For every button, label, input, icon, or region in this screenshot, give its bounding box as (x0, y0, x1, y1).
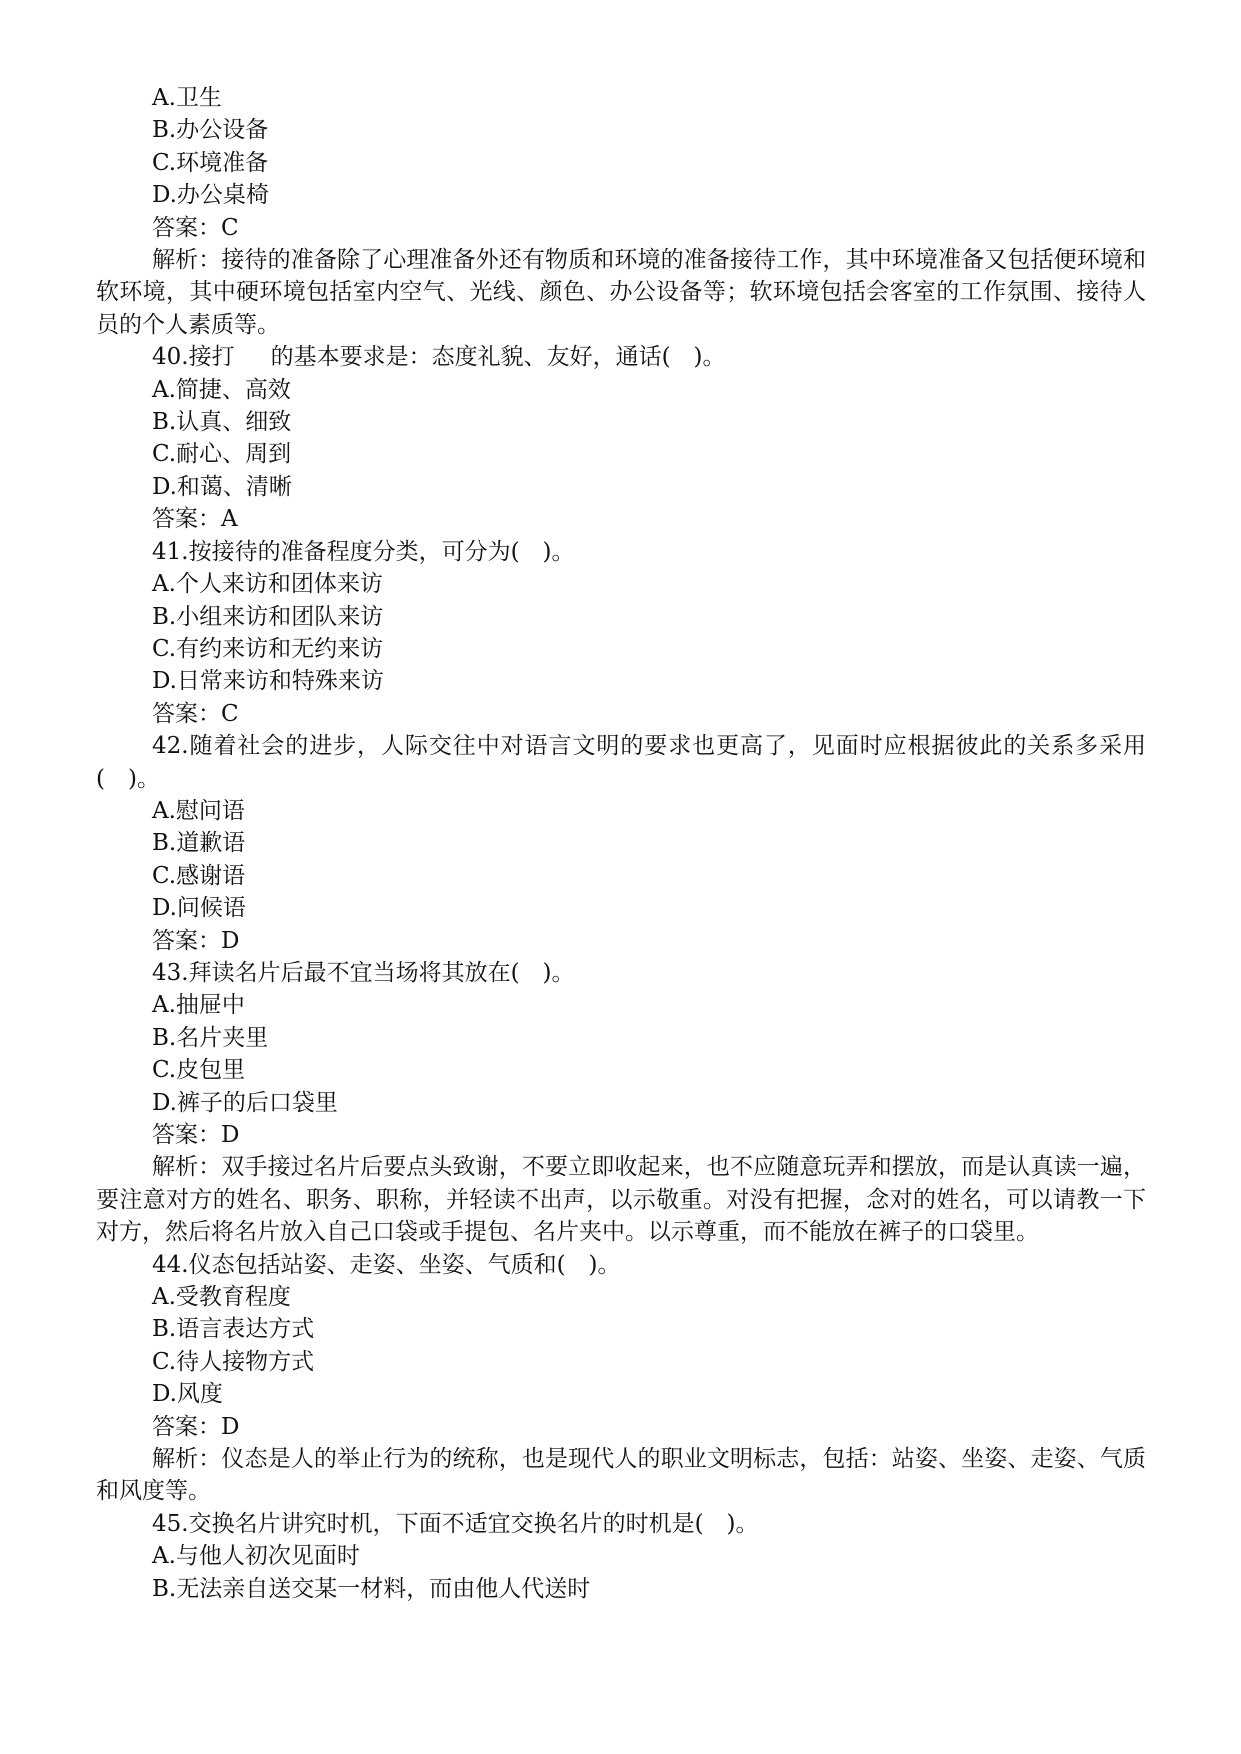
question-line: 41.按接待的准备程度分类，可分为( )。 (152, 538, 575, 565)
option-line: D.和蔼、清晰 (152, 473, 292, 500)
answer-line: 答案：A (152, 506, 238, 533)
document-body (96, 82, 1146, 1605)
option-line: C.有约来访和无约来访 (152, 635, 384, 662)
question-line (96, 341, 1146, 373)
option-line: A.与他人初次见面时 (152, 1543, 360, 1570)
answer-line: 答案：D (152, 1122, 240, 1148)
option-line: D.日常来访和特殊来访 (152, 668, 384, 695)
option-line: C.感谢语 (152, 862, 246, 889)
option-line: C.皮包里 (152, 1057, 246, 1084)
paragraph: 解析：接待的准备除了心理准备外还有物质和环境的准备接待工作，其中环境准备又包括便环境和软环境，其中硬环境包括室内空气、光线、颜色、办公设备等；软环境包括会客室的工作氛围、接待人员的个人素质等。 (96, 247, 1146, 338)
paragraph: 解析：仪态是人的举止行为的统称，也是现代人的职业文明标志，包括：站姿、坐姿、走姿、气质和风度等。 (96, 1446, 1146, 1505)
question-text-after: 的基本要求是：态度礼貌、友好，通话( )。 (270, 344, 726, 371)
option-line: B.道歉语 (152, 830, 246, 857)
question-line: 43.拜读名片后最不宜当场将其放在( )。 (152, 959, 575, 986)
option-line: B.办公设备 (152, 117, 269, 144)
option-line: A.抽屉中 (152, 992, 245, 1019)
option-line: A.慰问语 (152, 797, 245, 824)
option-line: B.小组来访和团队来访 (152, 603, 384, 630)
option-line: C.环境准备 (152, 149, 269, 176)
option-line: A.简捷、高效 (152, 376, 291, 403)
option-line: C.耐心、周到 (152, 441, 292, 468)
answer-line: 答案：C (152, 214, 239, 241)
option-line: D.问候语 (152, 895, 246, 922)
option-line: A.受教育程度 (152, 1284, 291, 1311)
option-line: D.办公桌椅 (152, 182, 269, 209)
option-line: D.风度 (152, 1381, 223, 1408)
question-text-before: 40.接打 (152, 344, 235, 371)
paragraph: 解析：双手接过名片后要点头致谢，不要立即收起来，也不应随意玩弄和摆放，而是认真读一遍，要注意对方的姓名、职务、职称，并轻读不出声，以示敬重。对没有把握，念对的姓名，可以请教一下对方，然后将名片放入自己口袋或手提包、名片夹中。以示尊重，而不能放在裤子的口袋里。 (96, 1154, 1146, 1246)
option-line: D.裤子的后口袋里 (152, 1089, 338, 1116)
question-line: 45.交换名片讲究时机，下面不适宜交换名片的时机是( )。 (152, 1510, 759, 1537)
answer-line: 答案：C (152, 700, 239, 727)
answer-line: 答案：D (152, 927, 240, 954)
answer-line: 答案：D (152, 1413, 240, 1440)
option-line: B.认真、细致 (152, 409, 292, 436)
option-line: B.无法亲自送交某一材料，而由他人代送时 (152, 1575, 591, 1602)
option-line: A.个人来访和团体来访 (152, 571, 383, 598)
option-line: C.待人接物方式 (152, 1348, 315, 1375)
option-line: B.语言表达方式 (152, 1316, 315, 1343)
paragraph: 42.随着社会的进步，人际交往中对语言文明的要求也更高了，见面时应根据彼此的关系多采用( )。 (96, 733, 1146, 792)
question-line: 44.仪态包括站姿、走姿、坐姿、气质和( )。 (152, 1251, 621, 1278)
option-line: A.卫生 (152, 85, 222, 111)
option-line: B.名片夹里 (152, 1024, 269, 1051)
